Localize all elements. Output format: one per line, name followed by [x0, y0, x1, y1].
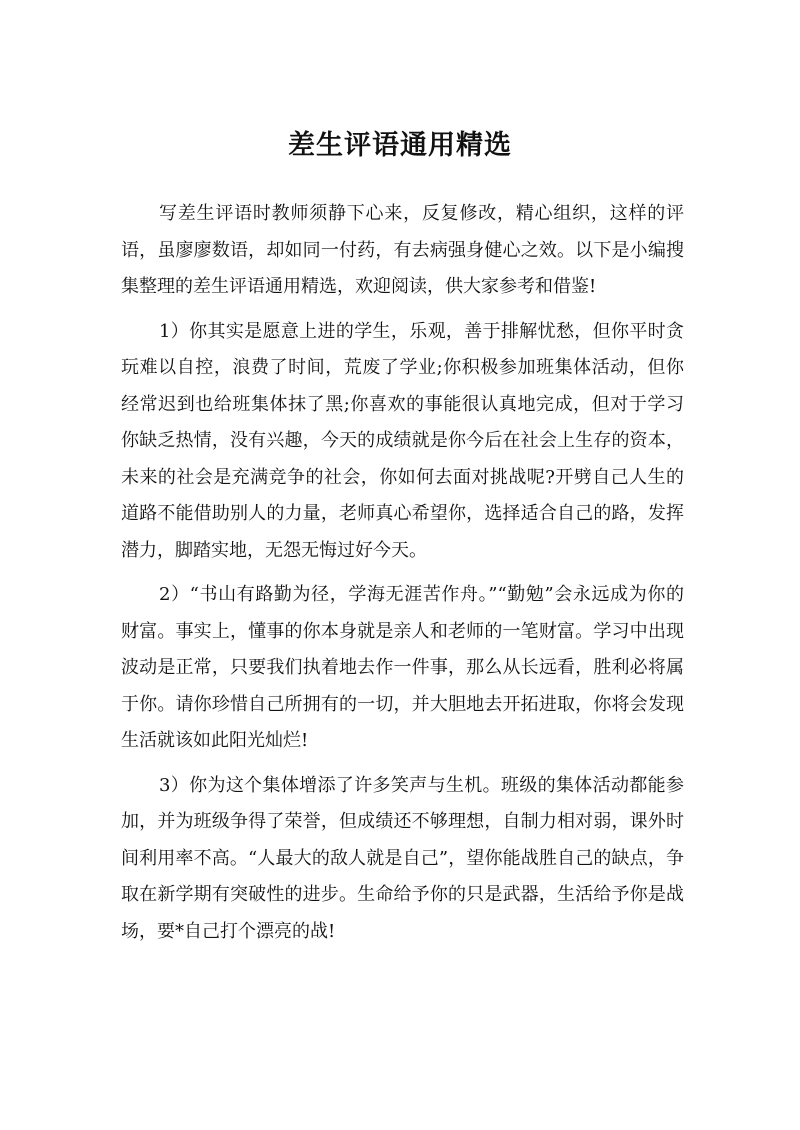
intro-paragraph: 写差生评语时教师须静下心来，反复修改，精心组织，这样的评语，虽廖廖数语，却如同一付药，有去病强身健心之效。以下是小编搜集整理的差生评语通用精选，欢迎阅读，供大家参考和借鉴!	[121, 203, 684, 297]
comment-paragraph-2: 2）“书山有路勤为径，学海无涯苦作舟。”“勤勉”会永远成为你的财富。事实上，懂事的你本身就是亲人和老师的一笔财富。学习中出现波动是正常，只要我们执着地去作一件事，那么从长远看，胜利必将属于你。请你珍惜自己所拥有的一切，并大胆地去开拓进取，你将会发现生活就该如此阳光灿烂!	[121, 584, 684, 751]
document-title: 差生评语通用精选	[288, 130, 512, 161]
comment-paragraph-1: 1）你其实是愿意上进的学生，乐观，善于排解忧愁，但你平时贪玩难以自控，浪费了时间，荒废了学业;你积极参加班集体活动，但你经常迟到也给班集体抹了黑;你喜欢的事能很认真地完成，但对于学习你缺乏热情，没有兴趣，今天的成绩就是你今后在社会上生存的资本，未来的社会是充满竞争的社会，你如何去面对挑战呢?开劈自己人生的道路不能借助别人的力量，老师真心希望你，选择适合自己的路，发挥潜力，脚踏实地，无怨无悔过好今天。	[121, 320, 684, 561]
comment-paragraph-3: 3）你为这个集体增添了许多笑声与生机。班级的集体活动都能参加，并为班级争得了荣誉，但成绩还不够理想，自制力相对弱，课外时间利用率不高。“人最大的敌人就是自己”，望你能战胜自己的缺点，争取在新学期有突破性的进步。生命给予你的只是武器，生活给予你是战场，要*自己打个漂亮的战!	[121, 774, 684, 942]
document-body	[121, 196, 684, 958]
